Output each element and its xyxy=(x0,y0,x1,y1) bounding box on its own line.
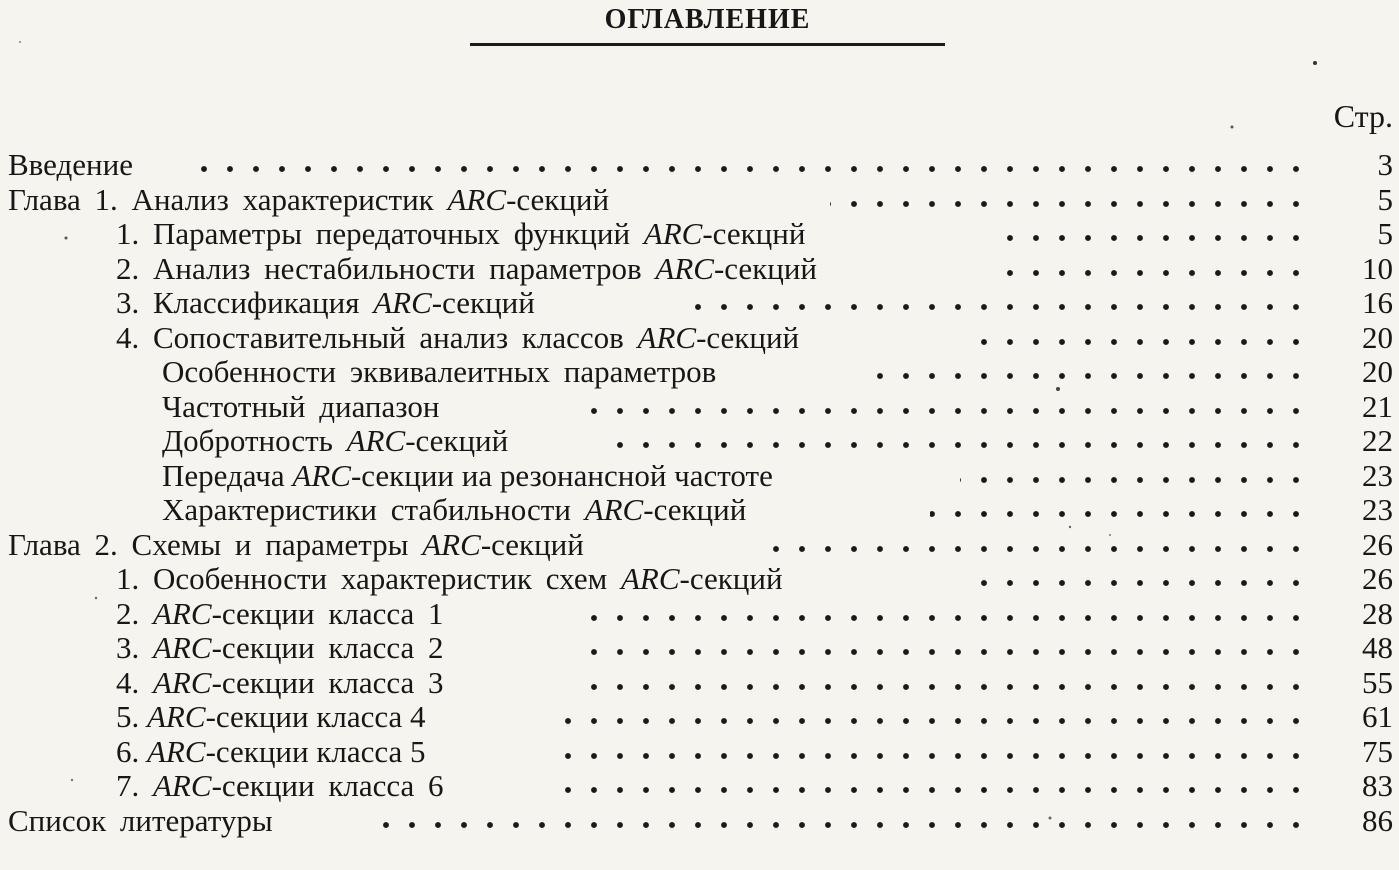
toc-entry-section xyxy=(0,321,1399,356)
leader-dots xyxy=(560,752,1309,760)
leader-dots xyxy=(580,614,1309,622)
toc-entry-text: 4. Сопоставительный анализ классов ARC-секций xyxy=(116,321,817,356)
toc-entry-text: Введение xyxy=(8,148,151,183)
toc-entry-text: 2. ARC-секции класса 1 xyxy=(116,597,462,632)
toc-entry-text: Передача ARC-секции иа резонансной частоте xyxy=(162,459,791,494)
leader-dots xyxy=(560,786,1309,794)
toc-entry-page: 10 xyxy=(1362,250,1393,286)
toc-entry-page: 48 xyxy=(1362,630,1393,665)
speck xyxy=(19,41,21,43)
toc-entry-chapter-1 xyxy=(0,183,1399,218)
toc-entry-subsection xyxy=(0,390,1399,425)
toc-entry-section xyxy=(0,769,1399,804)
toc-entry-subsection xyxy=(0,493,1399,528)
leader-dots xyxy=(760,545,1309,553)
toc-entry-text: Глава 2. Схемы и параметры ARC-секций xyxy=(8,528,602,563)
toc-entry-text: Добротность ARC-секций xyxy=(162,424,526,459)
leader-dots xyxy=(560,717,1309,725)
toc-entry-section xyxy=(0,286,1399,321)
speck xyxy=(1231,126,1234,129)
page-title: ОГЛАВЛЕНИЕ xyxy=(604,4,811,35)
toc-entry-text: 1. Параметры передаточных функций ARC-секцнй xyxy=(116,217,823,252)
leader-dots xyxy=(930,510,1309,518)
toc-entry-page: 5 xyxy=(1377,181,1393,217)
toc-entry-page: 20 xyxy=(1362,354,1393,389)
table-of-contents xyxy=(0,148,1399,838)
toc-entry-page: 21 xyxy=(1362,388,1393,424)
toc-entry-text: Список литературы xyxy=(8,804,291,839)
toc-entry-subsection xyxy=(0,424,1399,459)
toc-entry-page: 22 xyxy=(1362,423,1393,458)
speck xyxy=(1313,61,1317,65)
toc-entry-text: 6. ARC-секции класса 5 xyxy=(116,735,444,770)
toc-entry-page: 61 xyxy=(1362,699,1393,734)
toc-entry-introduction xyxy=(0,148,1399,183)
toc-entry-text: 2. Анализ нестабильности параметров ARC-секций xyxy=(116,252,835,287)
toc-entry-text: 4. ARC-секции класса 3 xyxy=(116,666,462,701)
toc-entry-subsection xyxy=(0,355,1399,390)
leader-dots xyxy=(970,338,1309,346)
toc-entry-page: 23 xyxy=(1362,492,1393,527)
toc-entry-page: 83 xyxy=(1362,768,1393,803)
toc-entry-section xyxy=(0,666,1399,701)
toc-entry-section xyxy=(0,631,1399,666)
toc-entry-text: Характеристики стабильности ARC-секций xyxy=(162,493,764,528)
toc-entry-subsection xyxy=(0,459,1399,494)
toc-entry-section xyxy=(0,217,1399,252)
toc-entry-text: 7. ARC-секции класса 6 xyxy=(116,769,462,804)
leader-dots xyxy=(1000,234,1309,242)
toc-entry-section xyxy=(0,700,1399,735)
leader-dots xyxy=(960,476,1309,484)
toc-entry-page: 16 xyxy=(1362,285,1393,320)
toc-entry-page: 5 xyxy=(1377,216,1393,251)
toc-entry-chapter-2 xyxy=(0,528,1399,563)
toc-entry-page: 28 xyxy=(1362,595,1393,631)
toc-entry-page: 26 xyxy=(1362,561,1393,596)
leader-dots xyxy=(830,200,1309,208)
toc-entry-text: 3. Классификация ARC-секций xyxy=(116,286,553,321)
toc-entry-section xyxy=(0,735,1399,770)
leader-dots xyxy=(580,683,1309,691)
toc-entry-text: Глава 1. Анализ характеристик ARC-секций xyxy=(8,183,627,218)
leader-dots xyxy=(680,303,1309,311)
leader-dots xyxy=(580,648,1309,656)
leader-dots xyxy=(870,372,1309,380)
page-column-label: Стр. xyxy=(1333,98,1393,134)
leader-dots xyxy=(1000,269,1309,277)
leader-dots xyxy=(970,579,1309,587)
toc-entry-text: 3. ARC-секции класса 2 xyxy=(116,631,462,666)
toc-entry-text: Особенности эквивалеитных параметров xyxy=(162,355,734,390)
toc-entry-page: 55 xyxy=(1362,664,1393,700)
leader-dots xyxy=(370,821,1309,829)
leader-dots xyxy=(580,407,1309,415)
toc-entry-page: 75 xyxy=(1362,733,1393,769)
title-underline xyxy=(470,43,945,46)
toc-entry-text: 1. Особенности характеристик схем ARC-секций xyxy=(116,562,801,597)
leader-dots xyxy=(610,441,1309,449)
toc-entry-page: 23 xyxy=(1362,457,1393,493)
toc-entry-page: 3 xyxy=(1377,147,1393,182)
toc-entry-section xyxy=(0,252,1399,287)
toc-entry-text: 5. ARC-секции класса 4 xyxy=(116,700,444,735)
toc-entry-section xyxy=(0,562,1399,597)
toc-entry-page: 86 xyxy=(1362,802,1393,838)
toc-entry-text: Частотный диапазон xyxy=(162,390,457,425)
toc-entry-page: 26 xyxy=(1362,526,1393,562)
leader-dots xyxy=(190,165,1309,173)
toc-entry-references xyxy=(0,804,1399,839)
toc-entry-page: 20 xyxy=(1362,319,1393,355)
toc-entry-section xyxy=(0,597,1399,632)
